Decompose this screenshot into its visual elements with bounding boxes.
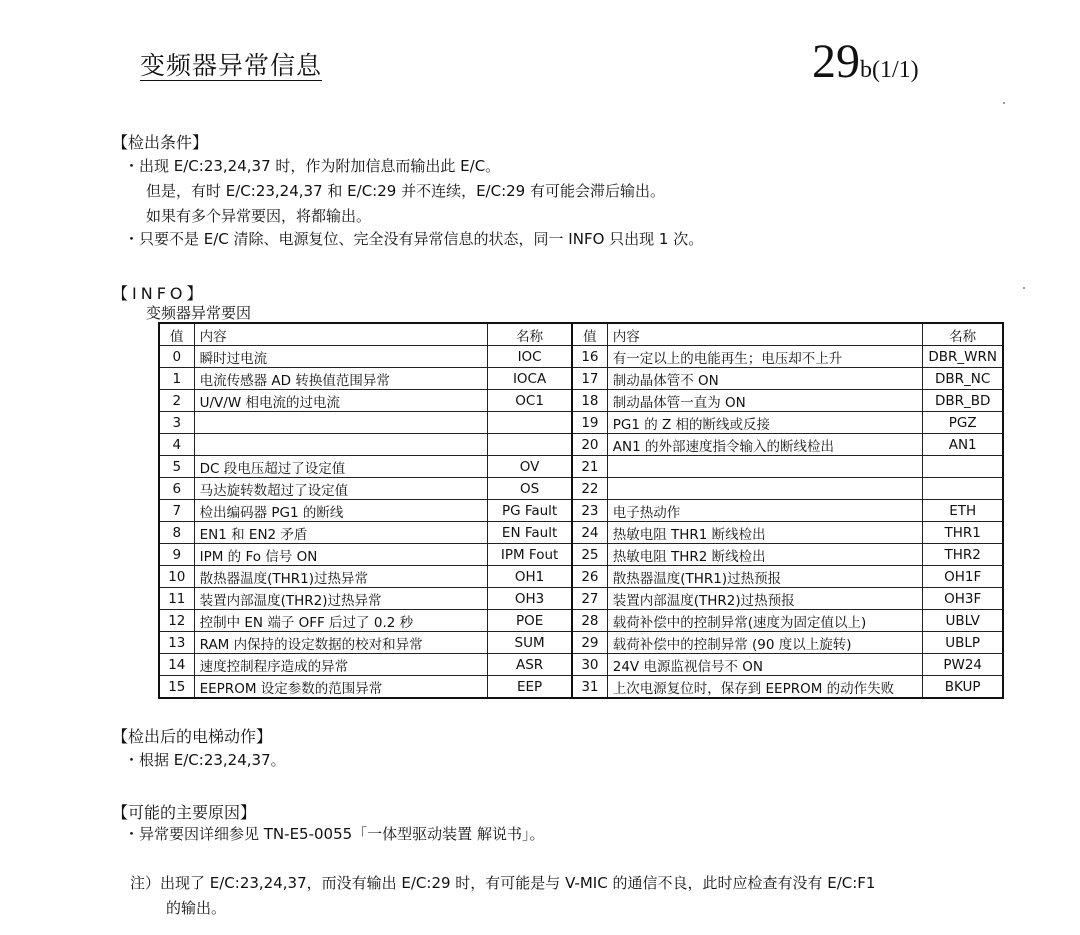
cell-name: DBR_WRN (923, 346, 1003, 368)
cell-name: EEP (488, 676, 573, 699)
cell-value: 22 (572, 478, 607, 500)
cell-value: 30 (572, 654, 607, 676)
cell-content: IPM 的 Fo 信号 ON (194, 544, 487, 566)
info-heading: 【INFO】 (112, 284, 207, 303)
cell-value: 14 (159, 654, 194, 676)
cell-name: OH3 (488, 588, 573, 610)
header-content-2: 内容 (607, 323, 923, 346)
elevator-action-line-1: ・根据 E/C:23,24,37。 (124, 751, 286, 769)
cell-content: 马达旋转数超过了设定值 (194, 478, 487, 500)
cell-name: DBR_BD (923, 390, 1003, 412)
cell-name: OS (488, 478, 573, 500)
table-row (159, 588, 1003, 610)
cell-value: 8 (159, 522, 194, 544)
cell-content: 瞬时过电流 (194, 346, 487, 368)
cell-content: 装置内部温度(THR2)过热预报 (607, 588, 923, 610)
cell-name (488, 434, 573, 456)
cell-value: 9 (159, 544, 194, 566)
cell-value: 26 (572, 566, 607, 588)
cell-content: PG1 的 Z 相的断线或反接 (607, 412, 923, 434)
cell-content: 检出编码器 PG1 的断线 (194, 500, 487, 522)
table-row (159, 500, 1003, 522)
cell-name: OH1 (488, 566, 573, 588)
cell-value: 7 (159, 500, 194, 522)
cell-name: IOCA (488, 368, 573, 390)
page-number-main: 29 (812, 35, 860, 88)
cell-value: 25 (572, 544, 607, 566)
header-name-1: 名称 (488, 323, 573, 346)
cell-value: 1 (159, 368, 194, 390)
inverter-error-table (158, 322, 1004, 699)
detect-line-3: 如果有多个异常要因，将都输出。 (146, 207, 372, 225)
cell-value: 17 (572, 368, 607, 390)
cell-value: 2 (159, 390, 194, 412)
cell-content: 载荷补偿中的控制异常 (90 度以上旋转) (607, 632, 923, 654)
cell-value: 27 (572, 588, 607, 610)
table-row (159, 610, 1003, 632)
cell-content: 散热器温度(THR1)过热异常 (194, 566, 487, 588)
cell-value: 16 (572, 346, 607, 368)
table-row (159, 522, 1003, 544)
header-value-2: 值 (572, 323, 607, 346)
detect-line-4: ・只要不是 E/C 清除、电源复位、完全没有异常信息的状态，同一 INFO 只出现 1 次。 (124, 230, 704, 248)
cell-value: 12 (159, 610, 194, 632)
cell-name: UBLV (923, 610, 1003, 632)
cell-name: PG Fault (488, 500, 573, 522)
cell-content: U/V/W 相电流的过电流 (194, 390, 487, 412)
cell-value: 0 (159, 346, 194, 368)
table-row (159, 368, 1003, 390)
detect-line-1: ・出现 E/C:23,24,37 时，作为附加信息而输出此 E/C。 (124, 157, 501, 175)
cell-value: 15 (159, 676, 194, 699)
cell-value: 13 (159, 632, 194, 654)
cell-name: ETH (923, 500, 1003, 522)
cell-name: OH1F (923, 566, 1003, 588)
note-line-2: 的输出。 (166, 899, 227, 917)
cell-content: 载荷补偿中的控制异常(速度为固定值以上) (607, 610, 923, 632)
cell-value: 5 (159, 456, 194, 478)
header-content-1: 内容 (194, 323, 487, 346)
table-row (159, 434, 1003, 456)
elevator-action-heading: 【检出后的电梯动作】 (112, 727, 273, 746)
cell-name: BKUP (923, 676, 1003, 699)
cell-content (194, 412, 487, 434)
cell-content: 制动晶体管不 ON (607, 368, 923, 390)
cell-content: 速度控制程序造成的异常 (194, 654, 487, 676)
cell-value: 31 (572, 676, 607, 699)
cell-content: 控制中 EN 端子 OFF 后过了 0.2 秒 (194, 610, 487, 632)
table-row (159, 676, 1003, 699)
cell-name: POE (488, 610, 573, 632)
table-header-row (159, 323, 1003, 346)
cell-content: DC 段电压超过了设定值 (194, 456, 487, 478)
cell-content: 热敏电阻 THR2 断线检出 (607, 544, 923, 566)
table-row (159, 456, 1003, 478)
scan-speck (1023, 287, 1025, 289)
cell-value: 28 (572, 610, 607, 632)
cell-name: IOC (488, 346, 573, 368)
cell-value: 20 (572, 434, 607, 456)
cell-name: AN1 (923, 434, 1003, 456)
cell-name: EN Fault (488, 522, 573, 544)
cell-name (923, 456, 1003, 478)
cell-name: DBR_NC (923, 368, 1003, 390)
scan-speck (1003, 102, 1005, 104)
header-name-2: 名称 (923, 323, 1003, 346)
cell-name (923, 478, 1003, 500)
cell-name: PW24 (923, 654, 1003, 676)
table-row (159, 544, 1003, 566)
cell-name: OH3F (923, 588, 1003, 610)
cell-name: PGZ (923, 412, 1003, 434)
table-row (159, 566, 1003, 588)
page-number (812, 34, 919, 89)
cell-name (488, 412, 573, 434)
cell-value: 23 (572, 500, 607, 522)
table-row (159, 478, 1003, 500)
cell-content: 散热器温度(THR1)过热预报 (607, 566, 923, 588)
page-number-sub: b(1/1) (860, 57, 919, 83)
cell-content (607, 478, 923, 500)
cell-content: 有一定以上的电能再生；电压却不上升 (607, 346, 923, 368)
cell-content: AN1 的外部速度指令输入的断线检出 (607, 434, 923, 456)
cell-name: ASR (488, 654, 573, 676)
table-row (159, 632, 1003, 654)
detect-line-2: 但是，有时 E/C:23,24,37 和 E/C:29 并不连续，E/C:29 有可能会滞后输出。 (146, 182, 665, 200)
cell-name: THR1 (923, 522, 1003, 544)
cell-content: 制动晶体管一直为 ON (607, 390, 923, 412)
cell-value: 10 (159, 566, 194, 588)
cell-value: 29 (572, 632, 607, 654)
cell-name: OV (488, 456, 573, 478)
cell-content: 热敏电阻 THR1 断线检出 (607, 522, 923, 544)
cell-value: 19 (572, 412, 607, 434)
info-subheading: 变频器异常要因 (146, 304, 252, 322)
cell-name: SUM (488, 632, 573, 654)
detect-conditions-heading: 【检出条件】 (112, 133, 209, 152)
cell-name: OC1 (488, 390, 573, 412)
main-causes-heading: 【可能的主要原因】 (112, 803, 257, 822)
cell-value: 6 (159, 478, 194, 500)
cell-content (194, 434, 487, 456)
cell-content: 24V 电源监视信号不 ON (607, 654, 923, 676)
cell-content: 装置内部温度(THR2)过热异常 (194, 588, 487, 610)
cell-content: 电子热动作 (607, 500, 923, 522)
note-line-1: 注）出现了 E/C:23,24,37，而没有输出 E/C:29 时，有可能是与 V-MIC 的通信不良，此时应检查有没有 E/C:F1 (130, 874, 876, 892)
table-row (159, 390, 1003, 412)
cell-value: 4 (159, 434, 194, 456)
cell-name: UBLP (923, 632, 1003, 654)
page-title: 变频器异常信息 (140, 51, 323, 80)
cell-content: 上次电源复位时，保存到 EEPROM 的动作失败 (607, 676, 923, 699)
cell-content (607, 456, 923, 478)
table-row (159, 654, 1003, 676)
table-row (159, 412, 1003, 434)
cell-content: EEPROM 设定参数的范围异常 (194, 676, 487, 699)
cell-content: 电流传感器 AD 转换值范围异常 (194, 368, 487, 390)
cell-content: EN1 和 EN2 矛盾 (194, 522, 487, 544)
cell-value: 18 (572, 390, 607, 412)
cell-name: IPM Fout (488, 544, 573, 566)
table-row (159, 346, 1003, 368)
cell-content: RAM 内保持的设定数据的校对和异常 (194, 632, 487, 654)
cell-name: THR2 (923, 544, 1003, 566)
header-value-1: 值 (159, 323, 194, 346)
cell-value: 21 (572, 456, 607, 478)
cell-value: 3 (159, 412, 194, 434)
cell-value: 24 (572, 522, 607, 544)
cell-value: 11 (159, 588, 194, 610)
main-causes-line-1: ・异常要因详细参见 TN-E5-0055「一体型驱动装置 解说书」。 (124, 825, 545, 843)
